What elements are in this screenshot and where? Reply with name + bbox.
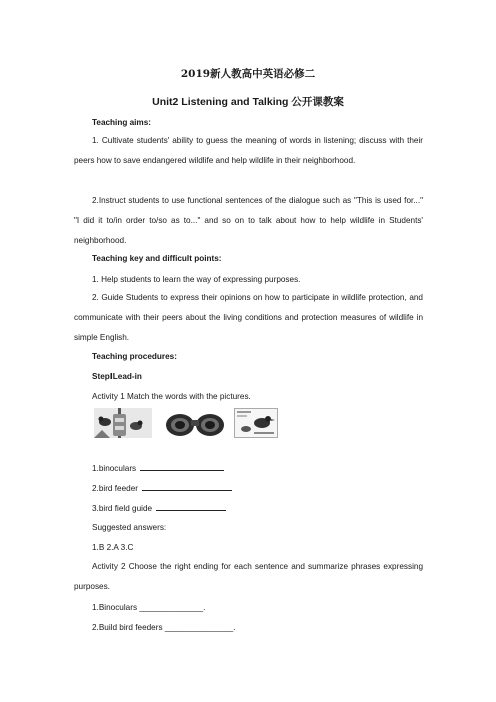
word-3: [92, 502, 226, 514]
word-3-text: 3.bird field guide: [92, 504, 153, 513]
answer-blank-2: [142, 482, 232, 491]
document-subtitle: Unit2 Listening and Talking 公开课教案: [152, 96, 344, 108]
suggested-answers-label: Suggested answers:: [92, 523, 167, 532]
step-heading: StepⅠLead-in: [92, 372, 142, 381]
document-title: 2019新人教高中英语必修二: [180, 68, 316, 80]
key-point-1: 1. Help students to learn the way of expressing purposes.: [92, 275, 301, 284]
procedures-heading: Teaching procedures:: [92, 352, 177, 361]
word-2-text: 2.bird feeder: [92, 484, 138, 493]
aims-item-2-text: 2.Instruct students to use functional sentences of the dialogue such as "This is used for..." "I did it to/in order to/so as to..." and so on to talk about how to help wildlife in Students' neighborhood.: [74, 196, 423, 245]
word-2: [92, 482, 232, 494]
key-points-heading: Teaching key and difficult points:: [92, 254, 222, 263]
answer-blank-3: [156, 502, 226, 511]
answer-blank-1: [140, 462, 224, 471]
sentence-2: 2.Build bird feeders _______________.: [92, 623, 236, 632]
binoculars-picture: [162, 408, 228, 438]
word-1-text: 1.binoculars: [92, 464, 137, 473]
activity-1: Activity 1 Match the words with the pictures.: [92, 392, 251, 401]
key-point-2: [74, 288, 423, 348]
bird-feeder-picture: [94, 408, 152, 438]
aims-item-2: [74, 191, 423, 251]
sentence-1: 1.Binoculars ______________.: [92, 603, 206, 612]
aims-heading: Teaching aims:: [92, 118, 151, 127]
word-1: [92, 462, 224, 474]
key-point-2-text: 2. Guide Students to express their opinions on how to participate in wildlife protection, and communicate with their peers about the living conditions and protection measures of wildlife in simple English.: [74, 293, 423, 342]
bird-field-guide-picture: [234, 408, 278, 438]
aims-item-1-text: 1. Cultivate students' ability to guess the meaning of words in listening; discuss with their peers how to save endangered wildlife and help wildlife in their neighborhood.: [74, 136, 423, 165]
activity-2-text: Activity 2 Choose the right ending for each sentence and summarize phrases expressing purposes.: [74, 562, 423, 591]
suggested-answers: 1.B 2.A 3.C: [92, 543, 134, 552]
activity-2: [74, 557, 423, 597]
aims-item-1: [74, 131, 423, 171]
